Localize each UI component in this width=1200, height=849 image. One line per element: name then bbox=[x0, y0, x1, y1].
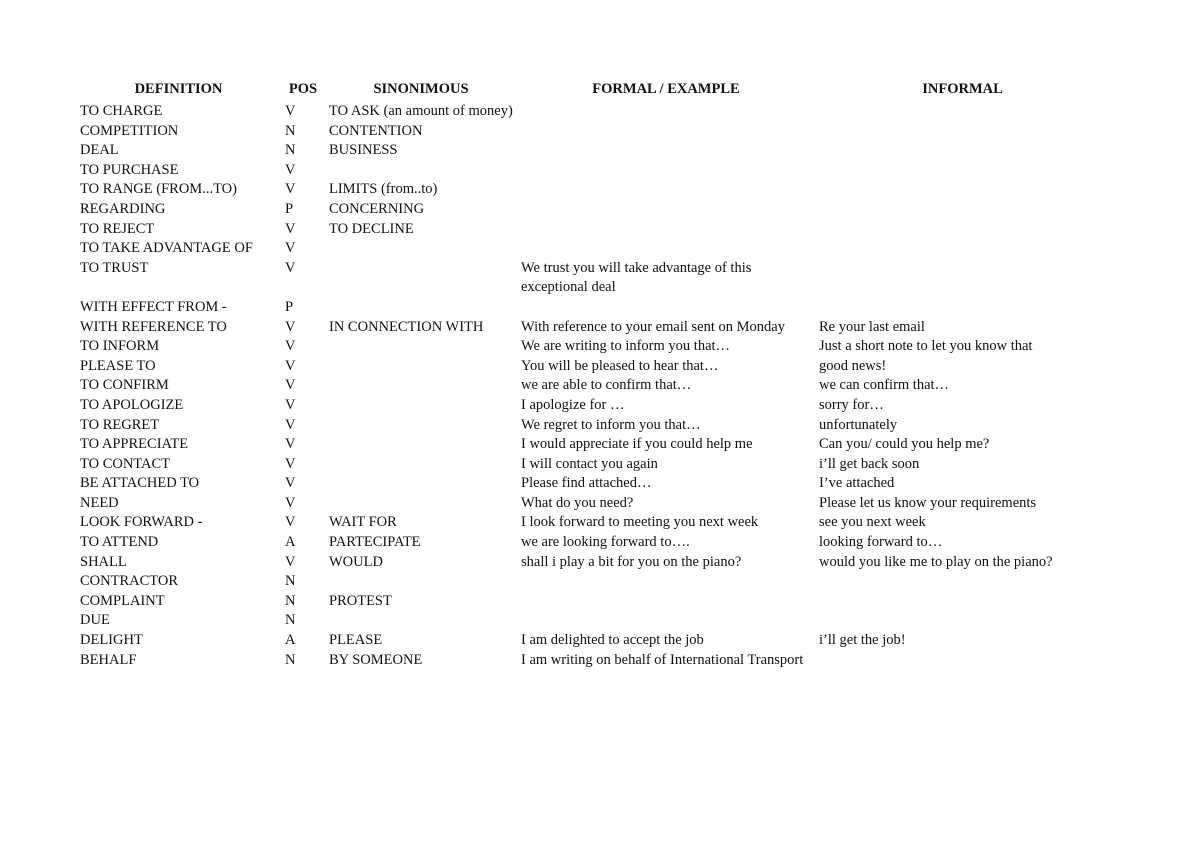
cell-definition: TO ATTEND bbox=[80, 534, 159, 551]
cell-synonymous: BUSINESS bbox=[329, 142, 398, 159]
cell-pos: V bbox=[285, 416, 296, 433]
cell-formal-example: I apologize for … bbox=[521, 396, 625, 413]
cell-informal bbox=[815, 651, 1110, 671]
cell-pos: P bbox=[285, 298, 294, 315]
cell-synonymous: LIMITS (from..to) bbox=[329, 181, 438, 198]
table-row bbox=[76, 357, 1110, 377]
cell-synonymous bbox=[325, 494, 517, 514]
cell-informal bbox=[815, 220, 1110, 240]
cell-definition: REGARDING bbox=[80, 200, 166, 217]
table-row bbox=[76, 435, 1110, 455]
cell-formal-example bbox=[517, 572, 815, 592]
cell-synonymous: WOULD bbox=[329, 553, 383, 570]
cell-synonymous bbox=[325, 239, 517, 259]
table-row bbox=[76, 337, 1110, 357]
cell-formal-example: we are able to confirm that… bbox=[521, 377, 692, 394]
table-row bbox=[76, 651, 1110, 671]
cell-pos: V bbox=[285, 377, 296, 394]
cell-definition: TO REJECT bbox=[80, 220, 155, 237]
cell-definition: PLEASE TO bbox=[80, 357, 156, 374]
cell-informal: looking forward to… bbox=[819, 534, 943, 551]
cell-formal-example: We regret to inform you that… bbox=[521, 416, 701, 433]
cell-informal bbox=[815, 239, 1110, 259]
table-row bbox=[76, 259, 1110, 298]
cell-synonymous bbox=[325, 396, 517, 416]
table-row bbox=[76, 631, 1110, 651]
cell-formal-example bbox=[517, 161, 815, 181]
cell-definition: CONTRACTOR bbox=[80, 573, 179, 590]
cell-formal-example: I am delighted to accept the job bbox=[521, 632, 704, 649]
cell-definition: COMPLAINT bbox=[80, 592, 165, 609]
cell-informal bbox=[815, 592, 1110, 612]
cell-pos: V bbox=[285, 436, 296, 453]
cell-synonymous bbox=[325, 357, 517, 377]
cell-pos: V bbox=[285, 494, 296, 511]
cell-definition: TO TAKE ADVANTAGE OF bbox=[80, 240, 253, 257]
cell-formal-example bbox=[517, 200, 815, 220]
cell-pos: V bbox=[285, 396, 296, 413]
cell-pos: V bbox=[285, 514, 296, 531]
cell-informal: I’ve attached bbox=[819, 475, 895, 492]
cell-synonymous: PARTECIPATE bbox=[329, 534, 421, 551]
cell-pos: A bbox=[285, 632, 296, 649]
cell-synonymous: TO ASK (an amount of money) bbox=[329, 103, 513, 119]
cell-pos: V bbox=[285, 240, 296, 257]
cell-definition: NEED bbox=[80, 494, 119, 511]
cell-definition: TO TRUST bbox=[80, 259, 149, 276]
cell-definition: TO RANGE (FROM...TO) bbox=[80, 181, 237, 198]
header-synonymous: SINONIMOUS bbox=[373, 81, 469, 97]
cell-formal-example: I am writing on behalf of International Transport bbox=[521, 651, 804, 668]
cell-formal-example bbox=[517, 141, 815, 161]
cell-formal-example: I look forward to meeting you next week bbox=[521, 514, 759, 531]
cell-informal: Just a short note to let you know that bbox=[819, 338, 1033, 355]
table-row bbox=[76, 122, 1110, 142]
cell-informal: i’ll get back soon bbox=[819, 455, 920, 472]
table-row bbox=[76, 455, 1110, 475]
table-row bbox=[76, 396, 1110, 416]
vocabulary-table bbox=[76, 80, 1110, 670]
cell-formal-example: I would appreciate if you could help me bbox=[521, 436, 753, 453]
cell-formal-example: we are looking forward to…. bbox=[521, 534, 690, 551]
cell-definition: TO APOLOGIZE bbox=[80, 396, 184, 413]
table-row bbox=[76, 239, 1110, 259]
cell-informal: i’ll get the job! bbox=[819, 632, 906, 649]
cell-synonymous bbox=[325, 455, 517, 475]
cell-synonymous bbox=[325, 376, 517, 396]
header-pos: POS bbox=[288, 81, 318, 97]
cell-pos: N bbox=[285, 573, 296, 590]
table-row bbox=[76, 318, 1110, 338]
cell-informal: would you like me to play on the piano? bbox=[819, 553, 1053, 570]
cell-informal: Can you/ could you help me? bbox=[819, 436, 990, 453]
cell-pos: N bbox=[285, 612, 296, 629]
cell-synonymous: PLEASE bbox=[329, 632, 383, 649]
cell-informal bbox=[815, 161, 1110, 181]
cell-formal-example bbox=[517, 122, 815, 142]
cell-informal bbox=[815, 122, 1110, 142]
cell-informal bbox=[815, 611, 1110, 631]
cell-definition: TO APPRECIATE bbox=[80, 436, 189, 453]
table-row bbox=[76, 376, 1110, 396]
cell-synonymous bbox=[325, 435, 517, 455]
header-definition: DEFINITION bbox=[134, 81, 223, 97]
header-row bbox=[76, 80, 1110, 102]
cell-informal bbox=[815, 200, 1110, 220]
cell-synonymous bbox=[325, 572, 517, 592]
cell-formal-example: What do you need? bbox=[521, 494, 634, 511]
cell-informal: unfortunately bbox=[819, 416, 898, 433]
table-row bbox=[76, 200, 1110, 220]
cell-synonymous bbox=[325, 474, 517, 494]
cell-synonymous bbox=[325, 298, 517, 318]
table-row bbox=[76, 494, 1110, 514]
table-row bbox=[76, 553, 1110, 573]
cell-pos: V bbox=[285, 338, 296, 355]
cell-formal-example: We trust you will take advantage of this exceptional deal bbox=[521, 259, 752, 296]
cell-formal-example: shall i play a bit for you on the piano? bbox=[521, 553, 742, 570]
table-row bbox=[76, 180, 1110, 200]
cell-synonymous: WAIT FOR bbox=[329, 514, 397, 531]
header-informal: INFORMAL bbox=[922, 81, 1003, 97]
cell-definition: TO CHARGE bbox=[80, 103, 163, 119]
table-row bbox=[76, 533, 1110, 553]
cell-definition: TO REGRET bbox=[80, 416, 160, 433]
table-row bbox=[76, 220, 1110, 240]
table-row bbox=[76, 298, 1110, 318]
cell-synonymous: PROTEST bbox=[329, 592, 392, 609]
cell-formal-example bbox=[517, 611, 815, 631]
cell-synonymous: TO DECLINE bbox=[329, 220, 414, 237]
cell-synonymous: CONTENTION bbox=[329, 122, 423, 139]
cell-definition: COMPETITION bbox=[80, 122, 179, 139]
cell-definition: SHALL bbox=[80, 553, 127, 570]
table-row bbox=[76, 141, 1110, 161]
cell-synonymous bbox=[325, 259, 517, 298]
cell-pos: V bbox=[285, 553, 296, 570]
cell-pos: N bbox=[285, 592, 296, 609]
cell-formal-example bbox=[517, 180, 815, 200]
table-row bbox=[76, 513, 1110, 533]
cell-pos: V bbox=[285, 475, 296, 492]
cell-formal-example: You will be pleased to hear that… bbox=[521, 357, 719, 374]
cell-pos: N bbox=[285, 122, 296, 139]
table-row bbox=[76, 102, 1110, 122]
header-formal-example: FORMAL / EXAMPLE bbox=[592, 81, 740, 97]
cell-pos: P bbox=[285, 200, 294, 217]
cell-definition: WITH EFFECT FROM - bbox=[80, 298, 227, 315]
cell-pos: N bbox=[285, 142, 296, 159]
cell-informal: Please let us know your requirements bbox=[819, 494, 1037, 511]
cell-formal-example: With reference to your email sent on Monday bbox=[521, 318, 785, 335]
cell-pos: V bbox=[285, 318, 296, 335]
table-row bbox=[76, 474, 1110, 494]
cell-pos: V bbox=[285, 103, 296, 119]
cell-pos: V bbox=[285, 455, 296, 472]
cell-informal: sorry for… bbox=[819, 396, 884, 413]
cell-informal bbox=[815, 102, 1110, 122]
cell-pos: A bbox=[285, 534, 296, 551]
table-row bbox=[76, 161, 1110, 181]
table-row bbox=[76, 416, 1110, 436]
cell-formal-example: I will contact you again bbox=[521, 455, 658, 472]
table-row bbox=[76, 611, 1110, 631]
cell-definition: TO INFORM bbox=[80, 338, 160, 355]
cell-informal: good news! bbox=[819, 357, 887, 374]
cell-pos: V bbox=[285, 220, 296, 237]
cell-formal-example bbox=[517, 102, 815, 122]
cell-synonymous bbox=[325, 416, 517, 436]
cell-definition: TO CONFIRM bbox=[80, 377, 169, 394]
cell-informal bbox=[815, 180, 1110, 200]
cell-definition: DELIGHT bbox=[80, 632, 143, 649]
cell-definition: LOOK FORWARD - bbox=[80, 514, 203, 531]
cell-pos: V bbox=[285, 259, 296, 276]
cell-pos: N bbox=[285, 651, 296, 668]
cell-informal bbox=[815, 259, 1110, 298]
cell-informal bbox=[815, 141, 1110, 161]
table-row bbox=[76, 572, 1110, 592]
cell-definition: TO CONTACT bbox=[80, 455, 171, 472]
cell-definition: DUE bbox=[80, 612, 110, 629]
cell-synonymous: CONCERNING bbox=[329, 200, 425, 217]
cell-informal bbox=[815, 298, 1110, 318]
cell-pos: V bbox=[285, 357, 296, 374]
cell-synonymous bbox=[325, 337, 517, 357]
cell-synonymous: BY SOMEONE bbox=[329, 651, 423, 668]
cell-definition: TO PURCHASE bbox=[80, 161, 179, 178]
cell-pos: V bbox=[285, 181, 296, 198]
cell-informal: we can confirm that… bbox=[819, 377, 950, 394]
table-row bbox=[76, 592, 1110, 612]
cell-definition: BEHALF bbox=[80, 651, 137, 668]
cell-pos: V bbox=[285, 161, 296, 178]
cell-formal-example bbox=[517, 220, 815, 240]
cell-definition: BE ATTACHED TO bbox=[80, 475, 200, 492]
cell-informal bbox=[815, 572, 1110, 592]
cell-synonymous bbox=[325, 611, 517, 631]
cell-formal-example bbox=[517, 592, 815, 612]
cell-formal-example: We are writing to inform you that… bbox=[521, 338, 731, 355]
cell-synonymous bbox=[325, 161, 517, 181]
cell-informal: see you next week bbox=[819, 514, 926, 531]
vocabulary-rows bbox=[76, 102, 1110, 670]
cell-formal-example bbox=[517, 239, 815, 259]
cell-formal-example bbox=[517, 298, 815, 318]
cell-formal-example: Please find attached… bbox=[521, 475, 652, 492]
cell-definition: DEAL bbox=[80, 142, 119, 159]
cell-definition: WITH REFERENCE TO bbox=[80, 318, 227, 335]
cell-informal: Re your last email bbox=[819, 318, 925, 335]
cell-synonymous: IN CONNECTION WITH bbox=[329, 318, 484, 335]
